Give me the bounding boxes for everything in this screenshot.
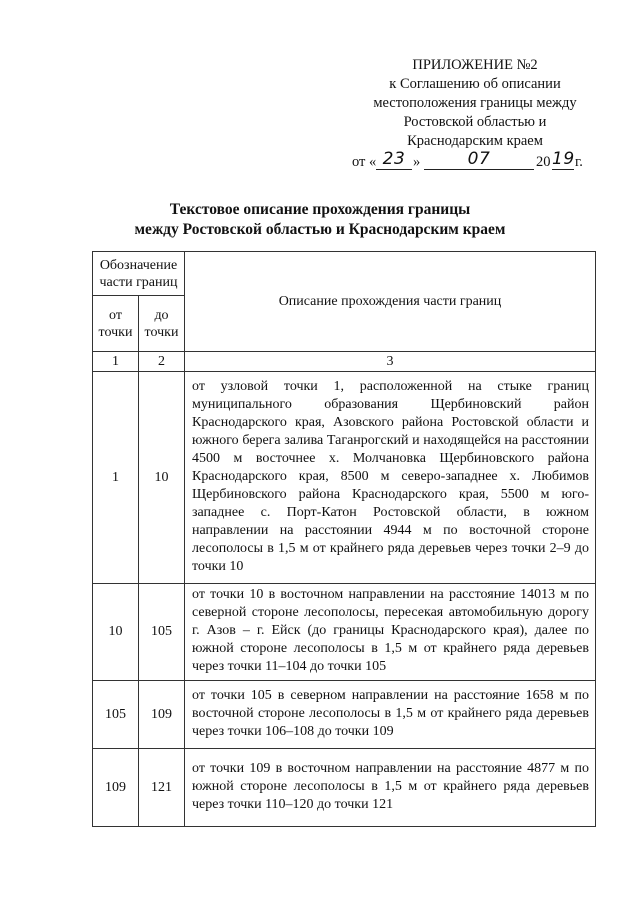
row-description: от точки 10 в восточном направлении на расстояние 14013 м по северной стороне лесополосы, пересекая автомобильную дорогу г. Азов – г. Ейск (до границы Краснодарского края), далее по южной стороне лесополосы в 1,5 м от крайнего ряда деревьев через точки 11–104 до точки 105 xyxy=(185,584,596,681)
document-title xyxy=(60,200,580,240)
from-header: от точки xyxy=(93,296,139,352)
date-suffix: г. xyxy=(575,154,583,170)
table-row xyxy=(93,372,596,584)
row-description: от узловой точки 1, расположенной на стыке границ муниципального образования Щербиновский район Краснодарского края, Азовского района Ростовской области и южного берега залива Таганрогский и находящейся на расстоянии 4500 м восточнее х. Молчановка Щербиновского района Краснодарского края, 8500 м северо-западнее х. Любимов Щербиновского района Краснодарского края, 5500 м юго-западнее с. Порт-Катон Ростовской области, в южном направлении на расстоянии 4944 м по восточной стороне лесополосы в 1,5 м от крайнего ряда деревьев через точки 2–9 до точки 10 xyxy=(185,372,596,584)
appendix-block xyxy=(340,56,610,175)
date-year-suffix: 19 xyxy=(552,149,575,169)
appendix-line-4: Краснодарским краем xyxy=(407,133,543,149)
borders-table xyxy=(92,251,596,827)
column-index-row xyxy=(93,352,596,372)
table-row xyxy=(93,584,596,681)
row-from: 10 xyxy=(93,584,139,681)
row-from: 105 xyxy=(93,681,139,749)
table-row xyxy=(93,749,596,827)
col-index-2: 2 xyxy=(139,352,185,372)
row-to: 10 xyxy=(139,372,185,584)
appendix-date xyxy=(340,149,610,175)
appendix-line-3: Ростовской областью и xyxy=(403,114,547,130)
title-line-2: между Ростовской областью и Краснодарским краем xyxy=(134,221,506,238)
col-index-3: 3 xyxy=(185,352,596,372)
date-mid: » xyxy=(413,154,421,170)
desc-header: Описание прохождения части границ xyxy=(185,252,596,352)
appendix-line-2: местоположения границы между xyxy=(373,95,577,111)
appendix-title: ПРИЛОЖЕНИЕ №2 xyxy=(412,57,538,73)
row-from: 109 xyxy=(93,749,139,827)
row-description: от точки 105 в северном направлении на расстояние 1658 м по восточной стороне лесополосы в 1,5 м от крайнего ряда деревьев через точки 106–108 до точки 109 xyxy=(185,681,596,749)
group-header: Обозначение части границ xyxy=(93,252,185,296)
row-to: 121 xyxy=(139,749,185,827)
appendix-line-1: к Соглашению об описании xyxy=(389,76,561,92)
table-row xyxy=(93,681,596,749)
row-to: 105 xyxy=(139,584,185,681)
date-month: 07 xyxy=(424,150,534,170)
date-day: 23 xyxy=(376,150,412,170)
date-year-prefix: 20 xyxy=(536,154,551,170)
date-prefix: от « xyxy=(352,154,377,170)
title-line-1: Текстовое описание прохождения границы xyxy=(169,201,471,218)
to-header: до точки xyxy=(139,296,185,352)
table-header-row xyxy=(93,252,596,296)
row-to: 109 xyxy=(139,681,185,749)
col-index-1: 1 xyxy=(93,352,139,372)
row-description: от точки 109 в восточном направлении на расстояние 4877 м по южной стороне лесополосы в 1,5 м от крайнего ряда деревьев через точки 110–120 до точки 121 xyxy=(185,749,596,827)
row-from: 1 xyxy=(93,372,139,584)
